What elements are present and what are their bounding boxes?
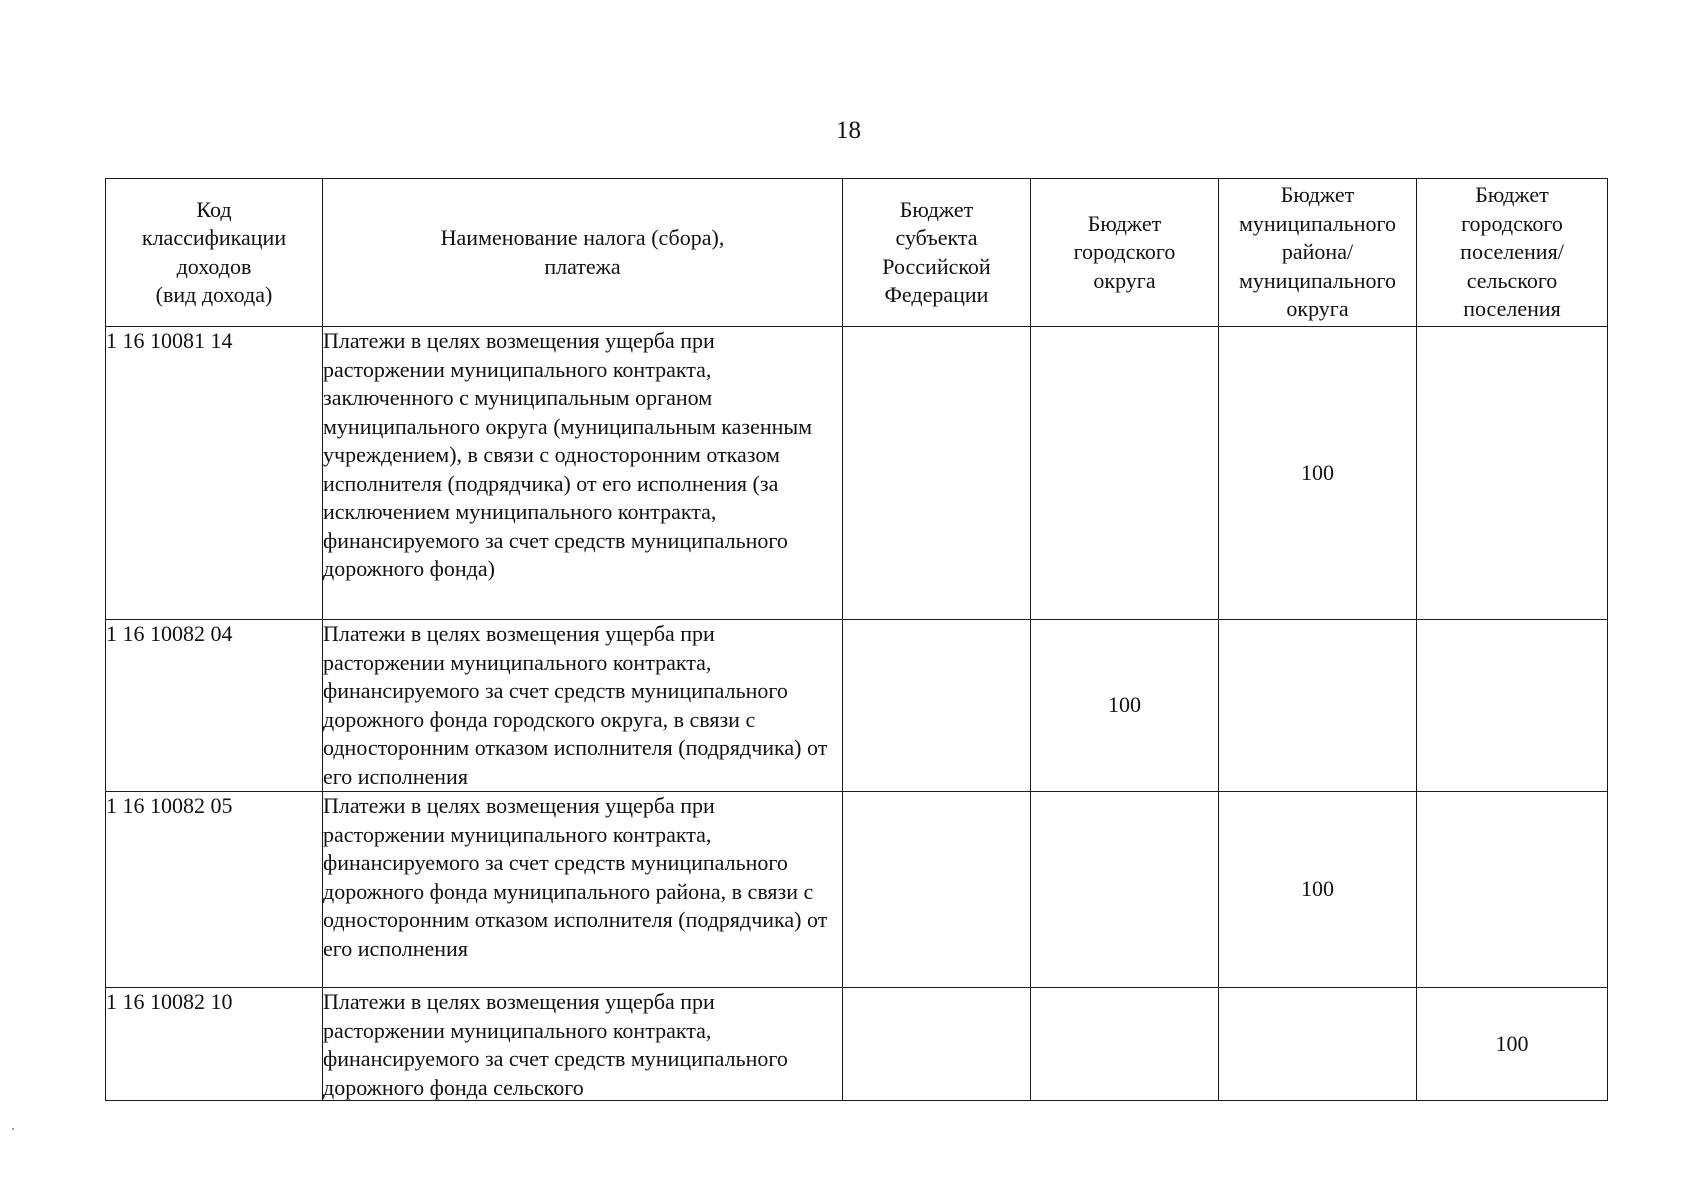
header-income-code xyxy=(106,179,323,327)
municipal-district-value xyxy=(1219,620,1417,792)
table-row xyxy=(106,988,1608,1101)
header-subject-rf-budget xyxy=(843,179,1031,327)
tax-name-cell xyxy=(323,620,843,792)
settlement-value xyxy=(1417,327,1608,620)
subject-rf-value xyxy=(843,988,1031,1101)
income-distribution-table xyxy=(105,178,1608,1101)
scan-artifact xyxy=(12,1128,14,1130)
tax-name-cell xyxy=(323,988,843,1101)
subject-rf-value xyxy=(843,327,1031,620)
city-district-value xyxy=(1031,792,1219,988)
subject-rf-value xyxy=(843,620,1031,792)
header-label: Код классификации доходов (вид дохода) xyxy=(141,196,287,307)
header-label: Бюджет муниципального района/ муниципального округа xyxy=(1238,182,1396,322)
tax-name-cell xyxy=(323,327,843,620)
table-row xyxy=(106,327,1608,620)
income-code-cell: 1 16 10082 10 xyxy=(106,988,323,1101)
municipal-district-value xyxy=(1219,988,1417,1101)
header-municipal-district-budget xyxy=(1219,179,1417,327)
city-district-value xyxy=(1031,988,1219,1101)
municipal-district-value: 100 xyxy=(1219,792,1417,988)
header-tax-name xyxy=(323,179,843,327)
header-settlement-budget xyxy=(1417,179,1608,327)
table-header-row xyxy=(106,179,1608,327)
settlement-value xyxy=(1417,620,1608,792)
municipal-district-value: 100 xyxy=(1219,327,1417,620)
tax-name-text: Платежи в целях возмещения ущерба при расторжении муниципального контракта, заключенного с муниципальным органом муниципального округа (муниципальным казенным учреждением), в связи с односторонним отказом исполнителя (подрядчика) от его исполнения (за исключением муниципального контракта, финансируемого за счет средств муниципального дорожного фонда) xyxy=(323,328,813,581)
page-number: 18 xyxy=(836,117,861,144)
header-label: Бюджет субъекта Российской Федерации xyxy=(882,196,991,307)
header-label: Наименование налога (сбора), платежа xyxy=(440,225,725,279)
header-city-district-budget xyxy=(1031,179,1219,327)
settlement-value: 100 xyxy=(1417,988,1608,1101)
income-code-cell: 1 16 10081 14 xyxy=(106,327,323,620)
city-district-value xyxy=(1031,327,1219,620)
header-label: Бюджет городского округа xyxy=(1073,210,1176,293)
tax-name-text: Платежи в целях возмещения ущерба при расторжении муниципального контракта, финансируемого за счет средств муниципального дорожного фонда сельского xyxy=(323,989,788,1100)
income-code-cell: 1 16 10082 04 xyxy=(106,620,323,792)
tax-name-text: Платежи в целях возмещения ущерба при расторжении муниципального контракта, финансируемого за счет средств муниципального дорожного фонда муниципального района, в связи с односторонним отказом исполнителя (подрядчика) от его исполнения xyxy=(323,793,828,961)
city-district-value: 100 xyxy=(1031,620,1219,792)
tax-name-cell xyxy=(323,792,843,988)
income-code-cell: 1 16 10082 05 xyxy=(106,792,323,988)
tax-name-text: Платежи в целях возмещения ущерба при расторжении муниципального контракта, финансируемого за счет средств муниципального дорожного фонда городского округа, в связи с односторонним отказом исполнителя (подрядчика) от его исполнения xyxy=(323,621,828,789)
table-row xyxy=(106,792,1608,988)
subject-rf-value xyxy=(843,792,1031,988)
settlement-value xyxy=(1417,792,1608,988)
header-label: Бюджет городского поселения/ сельского поселения xyxy=(1460,182,1564,322)
table-row xyxy=(106,620,1608,792)
